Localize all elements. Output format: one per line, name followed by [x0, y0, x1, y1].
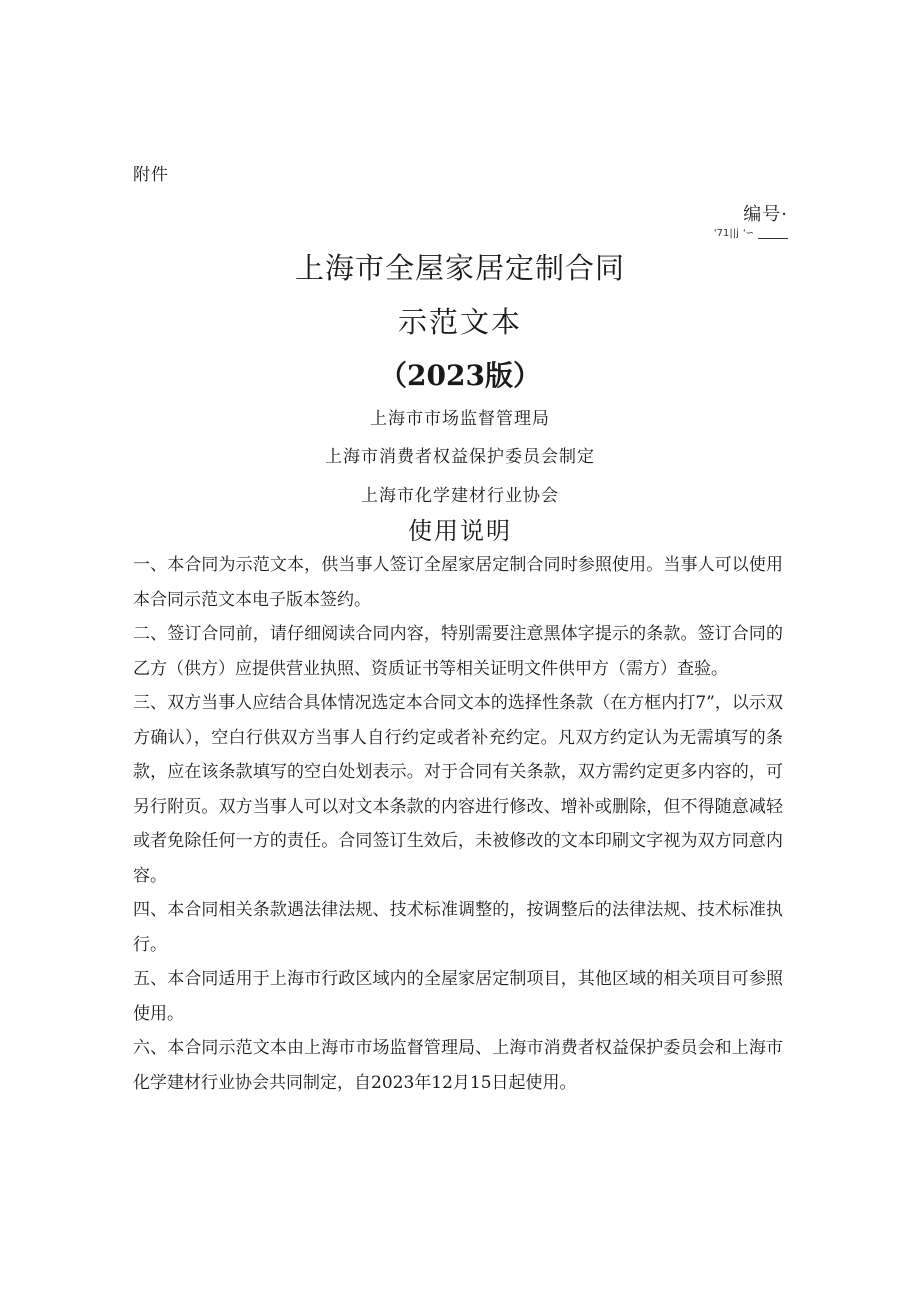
- contract-number-block: [714, 200, 788, 239]
- instruction-paragraph-2: 二、签订合同前，请仔细阅读合同内容，特别需要注意黑体字提示的条款。签订合同的乙方（供方）应提供营业执照、资质证书等相关证明文件供甲方（需方）查验。: [133, 624, 783, 679]
- contract-number-line: [714, 228, 788, 239]
- contract-number-text: '71||j: [713, 228, 739, 239]
- contract-number-blank: [758, 230, 788, 239]
- document-title: 上海市全屋家居定制合同: [294, 251, 625, 285]
- contract-number-mark: '∽: [742, 228, 754, 239]
- document-subtitle: 示范文本: [397, 305, 522, 339]
- instruction-paragraph-5: 五、本合同适用于上海市行政区域内的全屋家居定制项目，其他区域的相关项目可参照使用。: [133, 969, 783, 1024]
- instruction-paragraph-4: 四、本合同相关条款遇法律法规、技术标准调整的，按调整后的法律法规、技术标准执行。: [133, 900, 783, 955]
- instruction-paragraph-1: 一、本合同为示范文本，供当事人签订全屋家居定制合同时参照使用。当事人可以使用本合同示范文本电子版本签约。: [133, 555, 783, 610]
- instructions-body: [133, 548, 783, 1100]
- issuer-market-supervision: 上海市市场监督管理局: [370, 409, 550, 429]
- contract-number-label: 编号·: [743, 204, 788, 225]
- instruction-paragraph-6: 六、本合同示范文本由上海市市场监督管理局、上海市消费者权益保护委员会和上海市化学建材行业协会共同制定，自2023年12月15日起使用。: [133, 1038, 783, 1093]
- instruction-paragraph-3: 三、双方当事人应结合具体情况选定本合同文本的选择性条款（在方框内打7”，以示双方确认），空白行供双方当事人自行约定或者补充约定。凡双方约定认为无需填写的条款，应在该条款填写的空白处划表示。对于合同有关条款，双方需约定更多内容的，可另行附页。双方当事人可以对文本条款的内容进行修改、增补或删除，但不得随意减轻或者免除任何一方的责任。合同签订生效后，未被修改的文本印刷文字视为双方同意内容。: [133, 693, 783, 886]
- instructions-heading: 使用说明: [408, 517, 512, 545]
- issuer-building-materials-association: 上海市化学建材行业协会: [361, 486, 559, 506]
- issuer-consumer-council: 上海市消费者权益保护委员会制定: [325, 447, 595, 467]
- document-version: （2023版）: [379, 359, 541, 392]
- attachment-label: 附件: [133, 165, 169, 185]
